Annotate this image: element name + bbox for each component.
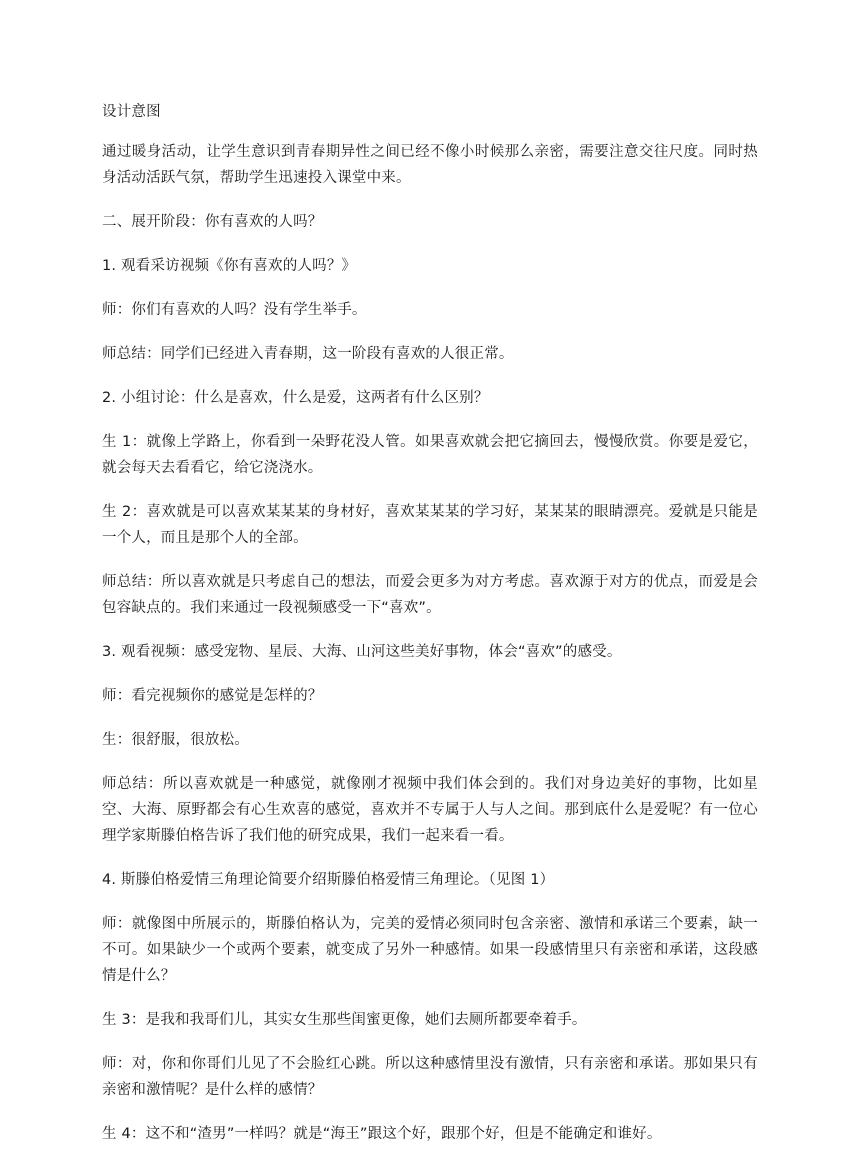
paragraph: 师：就像图中所展示的，斯滕伯格认为，完美的爱情必须同时包含亲密、激情和承诺三个要素，缺一不可。如果缺少一个或两个要素，就变成了另外一种感情。如果一段感情里只有亲密和承诺，这段感情是什么？ bbox=[102, 916, 758, 984]
paragraph: 师：对，你和你哥们儿见了不会脸红心跳。所以这种感情里没有激情，只有亲密和承诺。那如果只有亲密和激情呢？是什么样的感情？ bbox=[102, 1056, 758, 1098]
paragraph: 生 3：是我和我哥们儿，其实女生那些闺蜜更像，她们去厕所都要牵着手。 bbox=[102, 1012, 587, 1028]
paragraph: 生：很舒服，很放松。 bbox=[102, 732, 249, 748]
paragraph: 师：你们有喜欢的人吗？没有学生举手。 bbox=[102, 302, 367, 318]
paragraph: 师总结：所以喜欢就是一种感觉，就像刚才视频中我们体会到的。我们对身边美好的事物，比如星空、大海、原野都会有心生欢喜的感觉，喜欢并不专属于人与人之间。那到底什么是爱呢？有一位心理学家斯滕伯格告诉了我们他的研究成果，我们一起来看一看。 bbox=[102, 776, 758, 844]
paragraph: 师总结：所以喜欢就是只考虑自己的想法，而爱会更多为对方考虑。喜欢源于对方的优点，而爱是会包容缺点的。我们来通过一段视频感受一下“喜欢”。 bbox=[102, 574, 758, 616]
paragraph: 生 1：就像上学路上，你看到一朵野花没人管。如果喜欢就会把它摘回去，慢慢欣赏。你要是爱它，就会每天去看看它，给它浇浇水。 bbox=[102, 434, 758, 476]
paragraph: 2. 小组讨论：什么是喜欢，什么是爱，这两者有什么区别？ bbox=[102, 390, 489, 406]
paragraph: 生 2：喜欢就是可以喜欢某某某的身材好，喜欢某某某的学习好，某某某的眼睛漂亮。爱就是只能是一个人，而且是那个人的全部。 bbox=[102, 504, 758, 546]
paragraph: 通过暖身活动，让学生意识到青春期异性之间已经不像小时候那么亲密，需要注意交往尺度。同时热身活动活跃气氛，帮助学生迅速投入课堂中来。 bbox=[102, 144, 758, 186]
paragraph: 4. 斯滕伯格爱情三角理论简要介绍斯滕伯格爱情三角理论。（见图 1） bbox=[102, 872, 555, 888]
paragraph: 3. 观看视频：感受宠物、星辰、大海、山河这些美好事物，体会“喜欢”的感受。 bbox=[102, 644, 622, 660]
document-page bbox=[102, 99, 758, 1165]
paragraph: 师总结：同学们已经进入青春期，这一阶段有喜欢的人很正常。 bbox=[102, 346, 514, 362]
paragraph: 1. 观看采访视频《你有喜欢的人吗？》 bbox=[102, 258, 357, 274]
paragraph: 生 4：这不和“渣男”一样吗？就是“海王”跟这个好，跟那个好，但是不能确定和谁好。 bbox=[102, 1126, 662, 1142]
paragraph: 师：看完视频你的感觉是怎样的？ bbox=[102, 688, 323, 704]
design-intent-heading: 设计意图 bbox=[102, 104, 161, 120]
section-heading: 二、展开阶段：你有喜欢的人吗？ bbox=[102, 214, 323, 230]
